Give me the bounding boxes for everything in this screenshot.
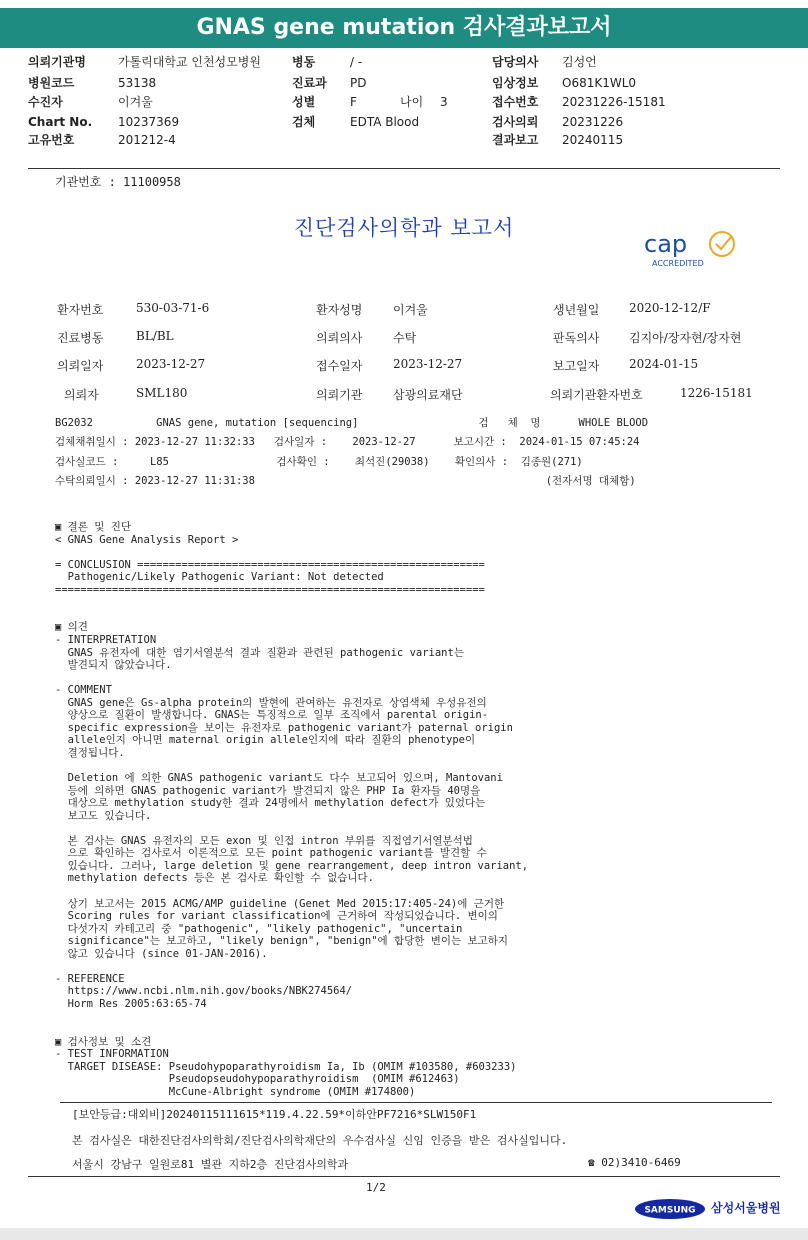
report-line: - TEST INFORMATION — [55, 1048, 169, 1061]
report-line: 않고 있습니다 (since 01-JAN-2016). — [55, 947, 268, 960]
report-line: - REFERENCE — [55, 972, 125, 985]
patient-r3-l3: 보고일자 — [553, 359, 600, 373]
report-line: = CONCLUSION ======================================================= — [55, 558, 485, 571]
patient-r4-v3: 1226-15181 — [680, 386, 753, 400]
report-title: GNAS gene mutation 검사결과보고서 — [0, 8, 808, 48]
patient-r3-l2: 접수일자 — [316, 359, 363, 373]
footer-divider-top — [60, 1102, 772, 1103]
col1-value: 53138 — [118, 76, 157, 90]
patient-r1-v2: 이겨울 — [393, 303, 428, 317]
report-line: Deletion 에 의한 GNAS pathogenic variant도 다수 보고되어 있으며, Mantovani — [55, 772, 503, 784]
patient-r3-l1: 의뢰일자 — [57, 359, 104, 373]
patient-r4-l2: 의뢰기관 — [316, 388, 363, 402]
samsung-logo — [634, 1198, 706, 1220]
patient-r1-v1: 530-03-71-6 — [136, 301, 210, 315]
patient-r4-l3: 의뢰기관환자번호 — [550, 388, 643, 402]
test-info-line-1: BG2032 GNAS gene, mutation [sequencing] 검 체 명 WHOLE BLOOD — [55, 417, 649, 429]
cap-logo-text: cap — [644, 230, 688, 258]
col2-value: PD — [350, 76, 367, 90]
col1-label: 고유번호 — [28, 133, 75, 147]
report-line: specific expression을 보이는 유전자로 pathogenic variant가 paternal origin — [55, 721, 513, 734]
col3-label: 검사의뢰 — [492, 115, 539, 129]
patient-r1-l1: 환자번호 — [57, 303, 104, 317]
report-line: significance"는 보고하고, "likely benign", "benign"에 합당한 변이는 보고하지 — [55, 935, 509, 948]
col2-value: / - — [350, 55, 363, 69]
report-line: 보고도 있습니다. — [55, 809, 152, 822]
report-line: 발견되지 않았습니다. — [55, 659, 172, 672]
col2-label: 검체 — [292, 115, 316, 129]
footer-divider-bottom — [28, 1176, 780, 1177]
report-line: Scoring rules for variant classification에 근거하여 작성되었습니다. 변이의 — [55, 910, 498, 923]
report-line: < GNAS Gene Analysis Report > — [55, 533, 239, 546]
report-line: https://www.ncbi.nlm.nih.gov/books/NBK274564/ — [55, 985, 353, 998]
certification-note: 본 검사실은 대한진단검사의학회/진단검사의학재단의 우수검사실 신임 인증을 받은 검사실입니다. — [72, 1134, 568, 1147]
report-line: ▣ 의견 — [55, 621, 88, 634]
cap-accredited-logo — [640, 222, 750, 272]
patient-r1-v3: 2020-12-12/F — [629, 301, 711, 315]
patient-r3-v2: 2023-12-27 — [393, 357, 463, 371]
patient-r4-v1: SML180 — [136, 386, 188, 400]
report-line: ==================================================================== — [55, 583, 485, 596]
page-number: 1/2 — [366, 1181, 386, 1194]
col1-value: 이겨울 — [118, 95, 153, 109]
patient-r4-l1: 의뢰자 — [64, 388, 99, 402]
report-line: TARGET DISEASE: Pseudohypoparathyroidism Ia, Ib (OMIM #103580, #603233) — [55, 1060, 517, 1073]
cap-logo-sub: ACCREDITED — [652, 259, 704, 268]
col3-label: 담당의사 — [492, 55, 539, 69]
security-line: [보안등급:대외비]20240115111615*119.4.22.59*이하안PF7216*SLW150F1 — [72, 1108, 477, 1121]
header-divider — [28, 168, 780, 169]
page-bottom-edge — [0, 1228, 808, 1240]
patient-r3-v3: 2024-01-15 — [629, 357, 699, 371]
col1-label: 의뢰기관명 — [28, 55, 86, 69]
age-value: 3 — [440, 95, 448, 109]
col1-label: Chart No. — [28, 115, 93, 129]
report-line: ▣ 결론 및 진단 — [55, 521, 132, 533]
col1-label: 수진자 — [28, 95, 63, 109]
test-info-line-3: 검사실코드 : L85 검사확인 : 최석진(29038) 확인의사 : 김종원(271) — [55, 456, 583, 468]
col3-label: 결과보고 — [492, 133, 539, 147]
col3-value: O681K1WL0 — [562, 76, 637, 90]
report-line: Pathogenic/Likely Pathogenic Variant: Not detected — [55, 571, 384, 584]
report-line: McCune-Albright syndrome (OMIM #174800) — [55, 1085, 416, 1098]
patient-r2-v1: BL/BL — [136, 329, 174, 343]
samsung-logo-text: SAMSUNG — [644, 1205, 696, 1216]
col3-value: 20240115 — [562, 133, 624, 147]
report-line: 본 검사는 GNAS 유전자의 모든 exon 및 인접 intron 부위를 직접염기서열분석법 — [55, 834, 473, 847]
report-line: GNAS 유전자에 대한 염기서열분석 결과 질환과 관련된 pathogenic variant는 — [55, 646, 464, 659]
col2-label: 진료과 — [292, 76, 327, 90]
col2-value: F — [350, 95, 357, 109]
patient-r4-v2: 삼광의료재단 — [393, 388, 463, 402]
report-line: - INTERPRETATION — [55, 633, 157, 646]
col3-label: 임상정보 — [492, 76, 539, 90]
report-line: 다섯가지 카테고리 중 "pathogenic", "likely pathogenic", "uncertain — [55, 922, 463, 935]
report-line: ▣ 검사정보 및 소견 — [55, 1035, 152, 1048]
document-title: 진단검사의학과 보고서 — [293, 216, 515, 240]
col3-value: 김성언 — [562, 55, 597, 69]
report-line: 양상으로 질환이 발생합니다. GNAS는 특징적으로 일부 조직에서 parental origin- — [55, 709, 489, 722]
col1-value: 가톨릭대학교 인천성모병원 — [118, 55, 261, 69]
age-label: 나이 — [400, 95, 424, 109]
report-line: GNAS gene은 Gs-alpha protein의 발현에 관여하는 유전자로 상염색체 우성유전의 — [55, 696, 487, 709]
patient-r2-v2: 수탁 — [393, 331, 417, 345]
lab-address: 서울시 강남구 일원로81 별관 지하2층 진단검사의학과 — [72, 1158, 349, 1171]
report-line: 대상으로 methylation study한 결과 24명에서 methylation defect가 있었다는 — [55, 797, 486, 810]
report-line: Pseudopseudohypoparathyroidism (OMIM #612463) — [55, 1073, 460, 1086]
report-line: allele인지 아니면 maternal origin allele인지에 따라 질환의 phenotype이 — [55, 734, 476, 747]
report-line: methylation defects 등은 본 검사로 확인할 수 없습니다. — [55, 872, 375, 885]
patient-r1-l3: 생년월일 — [553, 303, 600, 317]
report-line: 있습니다. 그러나, large deletion 및 gene rearrangement, deep intron variant, — [55, 859, 529, 872]
patient-r2-v3: 김지아/장자현/장자현 — [629, 331, 742, 345]
col1-label: 병원코드 — [28, 76, 75, 90]
institution-number: 기관번호 : 11100958 — [55, 175, 181, 189]
col2-label: 병동 — [292, 55, 316, 69]
patient-r2-l1: 진료병동 — [57, 331, 104, 345]
patient-r3-v1: 2023-12-27 — [136, 357, 206, 371]
col3-value: 20231226 — [562, 115, 624, 129]
col2-value: EDTA Blood — [350, 115, 420, 129]
report-line: Horm Res 2005:63:65-74 — [55, 997, 207, 1010]
patient-r2-l2: 의뢰의사 — [316, 331, 363, 345]
col2-label: 성별 — [292, 95, 316, 109]
hospital-name: 삼성서울병원 — [711, 1201, 781, 1215]
report-line: - COMMENT — [55, 684, 112, 697]
report-line: 등에 의하면 GNAS pathogenic variant가 발견되지 않은 PHP Ia 환자들 40명을 — [55, 784, 481, 797]
col1-value: 201212-4 — [118, 133, 176, 147]
col3-value: 20231226-15181 — [562, 95, 666, 109]
test-info-line-4: 수탁의뢰일시 : 2023-12-27 11:31:38 (전자서명 대체함) — [55, 475, 636, 487]
lab-phone: ☎ 02)3410-6469 — [588, 1156, 681, 1169]
col1-value: 10237369 — [118, 115, 180, 129]
report-line: 결정됩니다. — [55, 746, 125, 759]
report-line: 으로 확인하는 검사로서 이론적으로 모든 point pathogenic variant를 발견할 수 — [55, 847, 487, 860]
col3-label: 접수번호 — [492, 95, 539, 109]
patient-r1-l2: 환자성명 — [316, 303, 363, 317]
test-info-line-2: 검체채취일시 : 2023-12-27 11:32:33 검사일자 : 2023-12-27 보고시간 : 2024-01-15 07:45:24 — [55, 436, 640, 448]
report-line: 상기 보고서는 2015 ACMG/AMP guideline (Genet Med 2015:17:405-24)에 근거한 — [55, 897, 505, 910]
patient-r2-l3: 판독의사 — [553, 331, 600, 345]
